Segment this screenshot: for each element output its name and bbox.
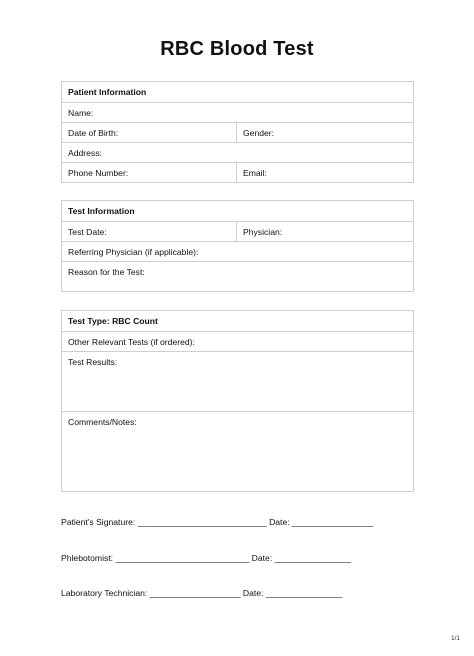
phlebotomist-signature-line[interactable]: Phlebotomist: ____________________________ Date: ________________ <box>61 553 352 563</box>
page-number: 1/1 <box>450 635 460 642</box>
referring-physician-field[interactable]: Referring Physician (if applicable): <box>62 242 414 262</box>
patient-information-table <box>61 81 414 183</box>
phone-number-field[interactable]: Phone Number: <box>62 163 237 183</box>
laboratory-technician-signature-line[interactable]: Laboratory Technician: ___________________ Date: ________________ <box>61 588 343 598</box>
email-field[interactable]: Email: <box>237 163 414 183</box>
reason-for-test-field[interactable]: Reason for the Test: <box>62 262 414 292</box>
name-field[interactable]: Name: <box>62 103 414 123</box>
test-information-table <box>61 200 414 292</box>
test-results-field[interactable]: Test Results: <box>62 352 414 412</box>
date-of-birth-field[interactable]: Date of Birth: <box>62 123 237 143</box>
patient-signature-line[interactable]: Patient's Signature: ___________________________ Date: _________________ <box>61 517 374 527</box>
physician-field[interactable]: Physician: <box>237 222 414 242</box>
comments-notes-field[interactable]: Comments/Notes: <box>62 412 414 492</box>
test-date-field[interactable]: Test Date: <box>62 222 237 242</box>
test-type-header: Test Type: RBC Count <box>62 311 414 332</box>
patient-information-header: Patient Information <box>62 82 414 103</box>
test-type-table <box>61 310 414 492</box>
gender-field[interactable]: Gender: <box>237 123 414 143</box>
page-title: RBC Blood Test <box>160 38 314 60</box>
other-relevant-tests-field[interactable]: Other Relevant Tests (if ordered): <box>62 332 414 352</box>
address-field[interactable]: Address: <box>62 143 414 163</box>
test-information-header: Test Information <box>62 201 414 222</box>
